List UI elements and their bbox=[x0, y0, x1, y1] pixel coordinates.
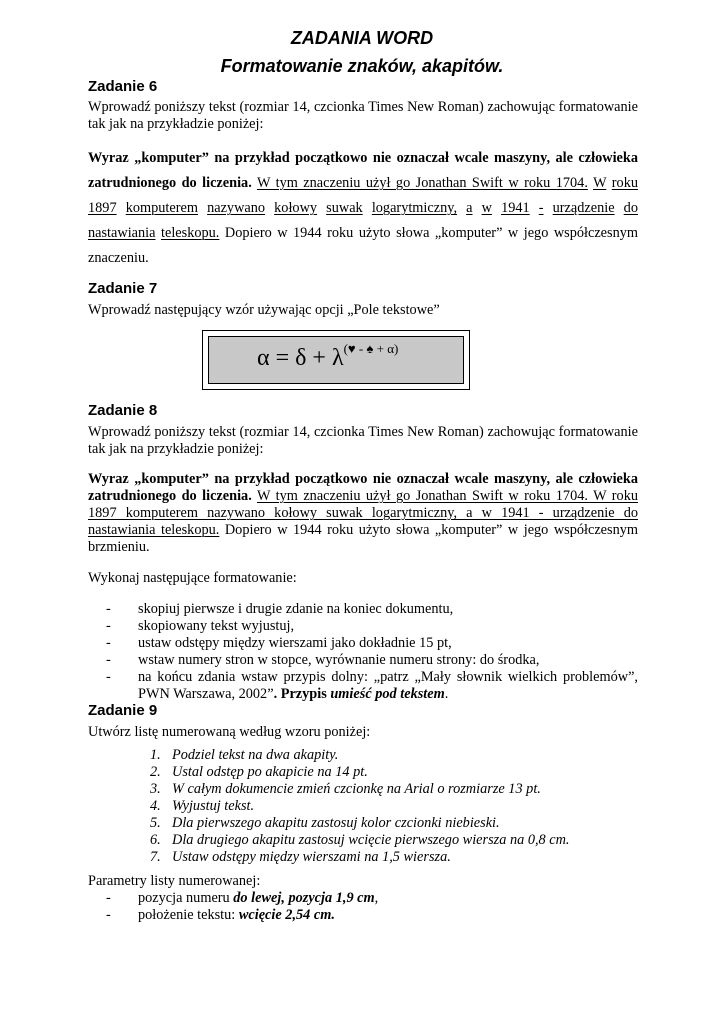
z6-word: logarytmiczny, bbox=[371, 200, 458, 216]
z6-tail: Dopiero w 1944 roku użyto słowa „komputer” w jego współczesnym znaczeniu. bbox=[88, 225, 639, 266]
list-text: W całym dokumencie zmień czcionkę na Arial o rozmiarze 13 pt. bbox=[172, 781, 541, 797]
z6-underlined-sentence: W tym znaczeniu użył go Jonathan Swift w roku 1704. bbox=[256, 175, 588, 191]
list-item: - skopiuj pierwsze i drugie zdanie na koniec dokumentu, bbox=[88, 601, 638, 618]
z6-intro: Wprowadź poniższy tekst (rozmiar 14, czcionka Times New Roman) zachowując formatowanie tak jak na przykładzie poniżej: bbox=[88, 99, 638, 132]
list-number: 7. bbox=[150, 849, 161, 865]
z6-word: 1897 bbox=[88, 200, 117, 216]
z6-word: suwak bbox=[326, 200, 363, 216]
z6-word: roku bbox=[611, 175, 638, 191]
heading-zadanie-6: Zadanie 6 bbox=[88, 78, 158, 95]
list-item bbox=[150, 781, 630, 798]
z6-word: teleskopu. bbox=[161, 225, 220, 241]
list-number: 5. bbox=[150, 815, 161, 831]
z6-word: do bbox=[623, 200, 638, 216]
list-text: Podziel tekst na dwa akapity. bbox=[172, 747, 339, 763]
z9-params-list bbox=[88, 890, 638, 924]
list-text: Dla pierwszego akapitu zastosuj kolor czcionki niebieski. bbox=[172, 815, 500, 831]
param-label: położenie tekstu: bbox=[138, 907, 239, 923]
heading-zadanie-9: Zadanie 9 bbox=[88, 702, 158, 719]
z8-sample-text bbox=[88, 471, 638, 556]
param-value: do lewej, pozycja 1,9 cm bbox=[233, 890, 375, 906]
list-number: 2. bbox=[150, 764, 161, 780]
z8-underlined-text: W tym znaczeniu użył go Jonathan Swift w roku 1704. W roku 1897 komputerem nazywano kołowy suwak logarytmiczny, a w 1941 - urządzenie do nastawiania teleskopu. bbox=[88, 488, 638, 538]
list-item bbox=[150, 747, 630, 764]
list-item bbox=[88, 907, 638, 924]
param-end: , bbox=[374, 890, 379, 906]
z6-bold-sentence: Wyraz „komputer” na przykład początkowo nie oznaczał wcale maszyny, ale człowieka zatrudnionego do liczenia. bbox=[88, 150, 638, 191]
list-item bbox=[88, 890, 638, 907]
formula-superscript: (♥ - ♠ + α) bbox=[343, 341, 399, 356]
z6-word: urządzenie bbox=[552, 200, 615, 216]
heading-zadanie-8: Zadanie 8 bbox=[88, 402, 158, 419]
z6-word: kołowy bbox=[274, 200, 318, 216]
z6-word: w bbox=[481, 200, 492, 216]
list-number: 1. bbox=[150, 747, 161, 763]
list-number: 6. bbox=[150, 832, 161, 848]
list-item: - skopiowany tekst wyjustuj, bbox=[88, 618, 638, 635]
z6-word: 1941 bbox=[501, 200, 530, 216]
param-value: wcięcie 2,54 cm. bbox=[238, 907, 335, 923]
list-item bbox=[88, 669, 638, 703]
footnote-end: . bbox=[444, 686, 449, 702]
z7-intro: Wprowadź następujący wzór używając opcji „Pole tekstowe” bbox=[88, 302, 440, 318]
list-text: Dla drugiego akapitu zastosuj wcięcie pierwszego wiersza na 0,8 cm. bbox=[172, 832, 570, 848]
z8-tail: Dopiero w 1944 roku użyto słowa „komputer” w jego współczesnym brzmieniu. bbox=[88, 522, 639, 555]
list-item: - wstaw numery stron w stopce, wyrównanie numeru strony: do środka, bbox=[88, 652, 638, 669]
formula-text-box bbox=[202, 330, 470, 390]
z8-instruction: Wykonaj następujące formatowanie: bbox=[88, 570, 297, 586]
list-item bbox=[150, 832, 630, 849]
formula-box-inner bbox=[208, 336, 464, 384]
param-label: pozycja numeru bbox=[138, 890, 234, 906]
z8-bold-sentence: Wyraz „komputer” na przykład początkowo nie oznaczał wcale maszyny, ale człowieka zatrudnionego do liczenia. bbox=[88, 471, 638, 504]
z8-intro: Wprowadź poniższy tekst (rozmiar 14, czcionka Times New Roman) zachowując formatowanie tak jak na przykładzie poniżej: bbox=[88, 424, 638, 457]
list-item bbox=[150, 815, 630, 832]
page-title: ZADANIA WORD bbox=[290, 28, 434, 48]
z9-intro: Utwórz listę numerowaną według wzoru poniżej: bbox=[88, 724, 371, 740]
list-text: Wyjustuj tekst. bbox=[172, 798, 255, 814]
list-text: Ustal odstęp po akapicie na 14 pt. bbox=[172, 764, 368, 780]
list-item bbox=[150, 764, 630, 781]
list-item: - ustaw odstępy między wierszami jako dokładnie 15 pt, bbox=[88, 635, 638, 652]
list-number: 3. bbox=[150, 781, 161, 797]
z6-word: W bbox=[593, 175, 607, 191]
z6-word: - bbox=[538, 200, 544, 216]
footnote-bold-dot: . Przypis bbox=[273, 686, 331, 702]
page-subtitle: Formatowanie znaków, akapitów. bbox=[220, 56, 504, 76]
z8-format-list bbox=[88, 601, 638, 703]
z6-word: komputerem bbox=[125, 200, 198, 216]
z6-word: nastawiania bbox=[88, 225, 156, 241]
list-number: 4. bbox=[150, 798, 161, 814]
footnote-text: na końcu zdania wstaw przypis dolny: „patrz „Mały słownik wielkich problemów”, PWN Warszawa, 2002” bbox=[138, 669, 638, 702]
z6-word: nazywano bbox=[207, 200, 266, 216]
formula-main: α = δ + λ bbox=[257, 345, 344, 371]
z9-numbered-list bbox=[150, 747, 630, 866]
z9-params-label: Parametry listy numerowanej: bbox=[88, 873, 261, 889]
list-text: Ustaw odstępy między wierszami na 1,5 wiersza. bbox=[172, 849, 451, 865]
list-item bbox=[150, 798, 630, 815]
footnote-emphasis: umieść pod tekstem bbox=[330, 686, 445, 702]
z6-sample-text bbox=[88, 146, 638, 271]
list-item bbox=[150, 849, 630, 866]
z6-word: a bbox=[466, 200, 473, 216]
formula bbox=[257, 341, 399, 372]
heading-zadanie-7: Zadanie 7 bbox=[88, 280, 158, 297]
